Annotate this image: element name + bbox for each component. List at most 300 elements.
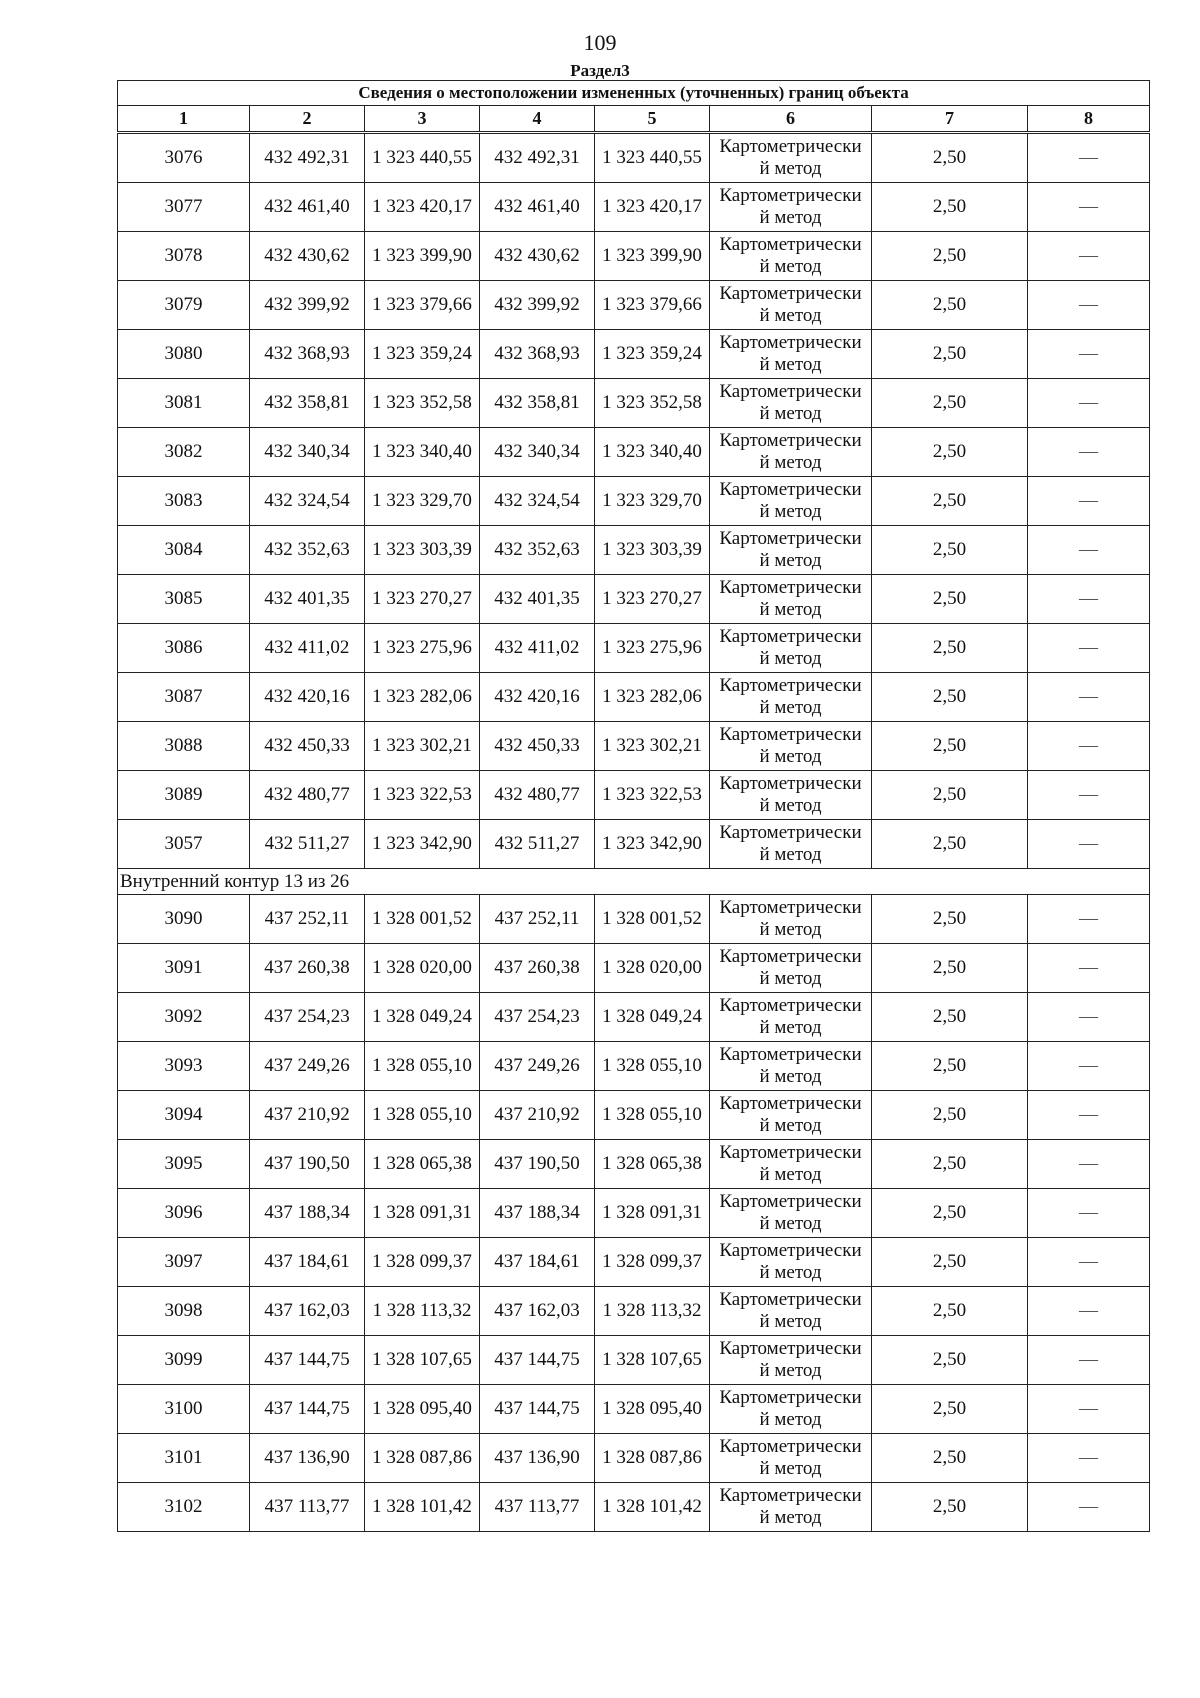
method-line-1: Картометрически: [719, 822, 862, 843]
method-line-2: й метод: [759, 1507, 822, 1528]
y-refined-cell: 1 323 270,27: [595, 575, 710, 624]
column-number-header: 3: [365, 106, 480, 133]
method-line-1: Картометрически: [719, 577, 862, 598]
note-cell: —: [1028, 133, 1150, 183]
x-refined-cell: 432 450,33: [480, 722, 595, 771]
x-refined-cell: 437 260,38: [480, 944, 595, 993]
x-refined-cell: 437 249,26: [480, 1042, 595, 1091]
y-existing-cell: 1 328 095,40: [365, 1385, 480, 1434]
table-row: [118, 1189, 1150, 1238]
table-row: [118, 379, 1150, 428]
accuracy-cell: 2,50: [872, 771, 1028, 820]
point-number-cell: 3085: [118, 575, 250, 624]
point-number-cell: 3057: [118, 820, 250, 869]
x-existing-cell: 432 461,40: [250, 183, 365, 232]
x-refined-cell: 437 252,11: [480, 895, 595, 944]
method-cell: [710, 1287, 872, 1336]
method-line-1: Картометрически: [719, 773, 862, 794]
point-number-cell: 3090: [118, 895, 250, 944]
note-cell: —: [1028, 722, 1150, 771]
x-existing-cell: 432 401,35: [250, 575, 365, 624]
method-cell: [710, 624, 872, 673]
method-line-1: Картометрически: [719, 1093, 862, 1114]
y-refined-cell: 1 328 020,00: [595, 944, 710, 993]
y-refined-cell: 1 323 322,53: [595, 771, 710, 820]
note-cell: —: [1028, 1140, 1150, 1189]
method-line-1: Картометрически: [719, 430, 862, 451]
y-refined-cell: 1 323 282,06: [595, 673, 710, 722]
method-line-2: й метод: [759, 452, 822, 473]
method-line-1: Картометрически: [719, 995, 862, 1016]
x-existing-cell: 437 162,03: [250, 1287, 365, 1336]
method-line-1: Картометрически: [719, 1387, 862, 1408]
y-existing-cell: 1 328 113,32: [365, 1287, 480, 1336]
method-line-2: й метод: [759, 599, 822, 620]
x-refined-cell: 432 461,40: [480, 183, 595, 232]
x-refined-cell: 437 113,77: [480, 1483, 595, 1532]
note-cell: —: [1028, 771, 1150, 820]
method-line-2: й метод: [759, 1213, 822, 1234]
method-line-2: й метод: [759, 501, 822, 522]
note-cell: —: [1028, 895, 1150, 944]
point-number-cell: 3079: [118, 281, 250, 330]
x-existing-cell: 432 450,33: [250, 722, 365, 771]
point-number-cell: 3080: [118, 330, 250, 379]
accuracy-cell: 2,50: [872, 526, 1028, 575]
boundary-coordinates-table: [117, 80, 1150, 1532]
y-refined-cell: 1 323 342,90: [595, 820, 710, 869]
method-line-2: й метод: [759, 1262, 822, 1283]
method-cell: [710, 428, 872, 477]
y-refined-cell: 1 323 440,55: [595, 133, 710, 183]
accuracy-cell: 2,50: [872, 1336, 1028, 1385]
accuracy-cell: 2,50: [872, 428, 1028, 477]
point-number-cell: 3081: [118, 379, 250, 428]
accuracy-cell: 2,50: [872, 624, 1028, 673]
method-line-2: й метод: [759, 1458, 822, 1479]
table-row: [118, 1385, 1150, 1434]
note-cell: —: [1028, 428, 1150, 477]
note-cell: —: [1028, 944, 1150, 993]
y-refined-cell: 1 323 399,90: [595, 232, 710, 281]
y-existing-cell: 1 323 342,90: [365, 820, 480, 869]
method-line-2: й метод: [759, 1311, 822, 1332]
y-existing-cell: 1 323 270,27: [365, 575, 480, 624]
method-cell: [710, 183, 872, 232]
method-line-1: Картометрически: [719, 185, 862, 206]
x-existing-cell: 432 399,92: [250, 281, 365, 330]
accuracy-cell: 2,50: [872, 232, 1028, 281]
method-line-1: Картометрически: [719, 528, 862, 549]
table-body: [118, 133, 1150, 1532]
point-number-cell: 3078: [118, 232, 250, 281]
x-existing-cell: 437 260,38: [250, 944, 365, 993]
x-refined-cell: 437 144,75: [480, 1385, 595, 1434]
method-line-2: й метод: [759, 648, 822, 669]
note-cell: —: [1028, 1385, 1150, 1434]
accuracy-cell: 2,50: [872, 1238, 1028, 1287]
note-cell: —: [1028, 1483, 1150, 1532]
method-line-1: Картометрически: [719, 283, 862, 304]
note-cell: —: [1028, 232, 1150, 281]
point-number-cell: 3077: [118, 183, 250, 232]
method-line-2: й метод: [759, 1164, 822, 1185]
y-existing-cell: 1 328 101,42: [365, 1483, 480, 1532]
method-line-2: й метод: [759, 158, 822, 179]
method-cell: [710, 944, 872, 993]
x-refined-cell: 437 184,61: [480, 1238, 595, 1287]
y-existing-cell: 1 323 303,39: [365, 526, 480, 575]
y-refined-cell: 1 328 107,65: [595, 1336, 710, 1385]
note-cell: —: [1028, 1238, 1150, 1287]
x-existing-cell: 437 254,23: [250, 993, 365, 1042]
method-line-2: й метод: [759, 968, 822, 989]
y-existing-cell: 1 323 359,24: [365, 330, 480, 379]
y-existing-cell: 1 323 302,21: [365, 722, 480, 771]
method-cell: [710, 526, 872, 575]
column-number-row: [118, 106, 1150, 133]
method-cell: [710, 477, 872, 526]
table-row: [118, 673, 1150, 722]
table-row: [118, 895, 1150, 944]
accuracy-cell: 2,50: [872, 281, 1028, 330]
note-cell: —: [1028, 1091, 1150, 1140]
y-refined-cell: 1 323 420,17: [595, 183, 710, 232]
note-cell: —: [1028, 575, 1150, 624]
column-number-header: 8: [1028, 106, 1150, 133]
accuracy-cell: 2,50: [872, 722, 1028, 771]
x-refined-cell: 437 136,90: [480, 1434, 595, 1483]
accuracy-cell: 2,50: [872, 575, 1028, 624]
table-row: [118, 771, 1150, 820]
accuracy-cell: 2,50: [872, 1287, 1028, 1336]
y-refined-cell: 1 328 065,38: [595, 1140, 710, 1189]
method-line-1: Картометрически: [719, 675, 862, 696]
table-row: [118, 1287, 1150, 1336]
note-cell: —: [1028, 330, 1150, 379]
accuracy-cell: 2,50: [872, 944, 1028, 993]
accuracy-cell: 2,50: [872, 1483, 1028, 1532]
x-existing-cell: 432 480,77: [250, 771, 365, 820]
x-existing-cell: 432 420,16: [250, 673, 365, 722]
method-cell: [710, 1483, 872, 1532]
table-row: [118, 1336, 1150, 1385]
x-existing-cell: 437 144,75: [250, 1336, 365, 1385]
method-line-1: Картометрически: [719, 1485, 862, 1506]
x-existing-cell: 432 511,27: [250, 820, 365, 869]
y-refined-cell: 1 328 055,10: [595, 1042, 710, 1091]
method-line-2: й метод: [759, 697, 822, 718]
method-cell: [710, 232, 872, 281]
method-line-2: й метод: [759, 1360, 822, 1381]
point-number-cell: 3099: [118, 1336, 250, 1385]
x-existing-cell: 432 358,81: [250, 379, 365, 428]
method-line-1: Картометрически: [719, 136, 862, 157]
method-cell: [710, 1189, 872, 1238]
method-cell: [710, 820, 872, 869]
page-number: 109: [583, 30, 617, 55]
method-cell: [710, 722, 872, 771]
y-existing-cell: 1 328 020,00: [365, 944, 480, 993]
x-refined-cell: 437 188,34: [480, 1189, 595, 1238]
table-caption: Сведения о местоположении измененных (уточненных) границ объекта: [118, 81, 1150, 106]
accuracy-cell: 2,50: [872, 993, 1028, 1042]
point-number-cell: 3089: [118, 771, 250, 820]
point-number-cell: 3098: [118, 1287, 250, 1336]
x-refined-cell: 437 210,92: [480, 1091, 595, 1140]
method-cell: [710, 895, 872, 944]
method-line-2: й метод: [759, 746, 822, 767]
method-line-1: Картометрически: [719, 1289, 862, 1310]
table-row: [118, 624, 1150, 673]
accuracy-cell: 2,50: [872, 1140, 1028, 1189]
accuracy-cell: 2,50: [872, 330, 1028, 379]
x-existing-cell: 437 113,77: [250, 1483, 365, 1532]
method-line-1: Картометрически: [719, 1436, 862, 1457]
note-cell: —: [1028, 820, 1150, 869]
y-refined-cell: 1 323 352,58: [595, 379, 710, 428]
table-row: [118, 183, 1150, 232]
y-existing-cell: 1 328 091,31: [365, 1189, 480, 1238]
column-number-header: 4: [480, 106, 595, 133]
x-refined-cell: 437 190,50: [480, 1140, 595, 1189]
point-number-cell: 3082: [118, 428, 250, 477]
x-refined-cell: 437 254,23: [480, 993, 595, 1042]
x-refined-cell: 437 162,03: [480, 1287, 595, 1336]
x-existing-cell: 437 136,90: [250, 1434, 365, 1483]
section-title: Раздел3: [570, 61, 630, 80]
x-existing-cell: 437 210,92: [250, 1091, 365, 1140]
table-row: [118, 993, 1150, 1042]
x-refined-cell: 437 144,75: [480, 1336, 595, 1385]
x-existing-cell: 437 252,11: [250, 895, 365, 944]
point-number-cell: 3086: [118, 624, 250, 673]
x-existing-cell: 432 340,34: [250, 428, 365, 477]
table-row: [118, 477, 1150, 526]
point-number-cell: 3093: [118, 1042, 250, 1091]
x-refined-cell: 432 368,93: [480, 330, 595, 379]
point-number-cell: 3083: [118, 477, 250, 526]
accuracy-cell: 2,50: [872, 1091, 1028, 1140]
y-existing-cell: 1 323 420,17: [365, 183, 480, 232]
method-line-1: Картометрически: [719, 946, 862, 967]
note-cell: —: [1028, 673, 1150, 722]
accuracy-cell: 2,50: [872, 1042, 1028, 1091]
column-number-header: 2: [250, 106, 365, 133]
method-line-1: Картометрически: [719, 897, 862, 918]
point-number-cell: 3097: [118, 1238, 250, 1287]
x-existing-cell: 432 430,62: [250, 232, 365, 281]
y-refined-cell: 1 323 329,70: [595, 477, 710, 526]
table-row: [118, 575, 1150, 624]
method-cell: [710, 1140, 872, 1189]
method-cell: [710, 993, 872, 1042]
y-existing-cell: 1 323 340,40: [365, 428, 480, 477]
y-existing-cell: 1 323 322,53: [365, 771, 480, 820]
method-line-1: Картометрически: [719, 1338, 862, 1359]
y-refined-cell: 1 328 049,24: [595, 993, 710, 1042]
x-refined-cell: 432 430,62: [480, 232, 595, 281]
table-row: [118, 1434, 1150, 1483]
note-cell: —: [1028, 1336, 1150, 1385]
method-cell: [710, 1385, 872, 1434]
y-refined-cell: 1 323 379,66: [595, 281, 710, 330]
y-existing-cell: 1 323 329,70: [365, 477, 480, 526]
y-refined-cell: 1 328 095,40: [595, 1385, 710, 1434]
x-refined-cell: 432 324,54: [480, 477, 595, 526]
method-cell: [710, 330, 872, 379]
point-number-cell: 3094: [118, 1091, 250, 1140]
note-cell: —: [1028, 281, 1150, 330]
method-line-1: Картометрически: [719, 332, 862, 353]
accuracy-cell: 2,50: [872, 820, 1028, 869]
table-row: [118, 232, 1150, 281]
table-row: [118, 526, 1150, 575]
x-refined-cell: 432 358,81: [480, 379, 595, 428]
column-number-header: 7: [872, 106, 1028, 133]
y-existing-cell: 1 328 055,10: [365, 1091, 480, 1140]
x-existing-cell: 437 188,34: [250, 1189, 365, 1238]
y-refined-cell: 1 328 099,37: [595, 1238, 710, 1287]
method-cell: [710, 771, 872, 820]
x-existing-cell: 437 184,61: [250, 1238, 365, 1287]
x-refined-cell: 432 399,92: [480, 281, 595, 330]
table-row: [118, 722, 1150, 771]
contour-label: Внутренний контур 13 из 26: [118, 869, 1150, 895]
x-refined-cell: 432 411,02: [480, 624, 595, 673]
x-refined-cell: 432 340,34: [480, 428, 595, 477]
point-number-cell: 3101: [118, 1434, 250, 1483]
y-existing-cell: 1 328 107,65: [365, 1336, 480, 1385]
method-cell: [710, 133, 872, 183]
accuracy-cell: 2,50: [872, 379, 1028, 428]
y-refined-cell: 1 323 303,39: [595, 526, 710, 575]
point-number-cell: 3087: [118, 673, 250, 722]
accuracy-cell: 2,50: [872, 895, 1028, 944]
note-cell: —: [1028, 183, 1150, 232]
method-line-1: Картометрически: [719, 626, 862, 647]
accuracy-cell: 2,50: [872, 133, 1028, 183]
x-existing-cell: 437 249,26: [250, 1042, 365, 1091]
note-cell: —: [1028, 1287, 1150, 1336]
point-number-cell: 3102: [118, 1483, 250, 1532]
table-row: [118, 820, 1150, 869]
accuracy-cell: 2,50: [872, 477, 1028, 526]
y-refined-cell: 1 328 055,10: [595, 1091, 710, 1140]
method-line-1: Картометрически: [719, 1044, 862, 1065]
table-row: [118, 944, 1150, 993]
point-number-cell: 3100: [118, 1385, 250, 1434]
note-cell: —: [1028, 526, 1150, 575]
method-line-2: й метод: [759, 207, 822, 228]
y-existing-cell: 1 323 440,55: [365, 133, 480, 183]
y-existing-cell: 1 328 065,38: [365, 1140, 480, 1189]
accuracy-cell: 2,50: [872, 1385, 1028, 1434]
method-line-1: Картометрически: [719, 1240, 862, 1261]
table-row: [118, 1140, 1150, 1189]
column-number-header: 1: [118, 106, 250, 133]
method-line-1: Картометрически: [719, 479, 862, 500]
column-number-header: 6: [710, 106, 872, 133]
x-refined-cell: 432 401,35: [480, 575, 595, 624]
y-existing-cell: 1 323 379,66: [365, 281, 480, 330]
accuracy-cell: 2,50: [872, 673, 1028, 722]
method-cell: [710, 1434, 872, 1483]
note-cell: —: [1028, 1434, 1150, 1483]
method-line-2: й метод: [759, 354, 822, 375]
x-refined-cell: 432 420,16: [480, 673, 595, 722]
y-existing-cell: 1 328 087,86: [365, 1434, 480, 1483]
method-line-2: й метод: [759, 919, 822, 940]
method-line-1: Картометрически: [719, 1142, 862, 1163]
method-line-2: й метод: [759, 1017, 822, 1038]
accuracy-cell: 2,50: [872, 1434, 1028, 1483]
method-cell: [710, 1042, 872, 1091]
x-refined-cell: 432 352,63: [480, 526, 595, 575]
y-refined-cell: 1 328 091,31: [595, 1189, 710, 1238]
y-refined-cell: 1 328 101,42: [595, 1483, 710, 1532]
y-refined-cell: 1 323 302,21: [595, 722, 710, 771]
y-existing-cell: 1 328 099,37: [365, 1238, 480, 1287]
point-number-cell: 3096: [118, 1189, 250, 1238]
x-refined-cell: 432 511,27: [480, 820, 595, 869]
accuracy-cell: 2,50: [872, 183, 1028, 232]
y-refined-cell: 1 328 001,52: [595, 895, 710, 944]
method-cell: [710, 379, 872, 428]
x-refined-cell: 432 492,31: [480, 133, 595, 183]
y-refined-cell: 1 328 087,86: [595, 1434, 710, 1483]
x-existing-cell: 432 324,54: [250, 477, 365, 526]
method-line-1: Картометрически: [719, 234, 862, 255]
x-existing-cell: 432 411,02: [250, 624, 365, 673]
method-cell: [710, 1091, 872, 1140]
note-cell: —: [1028, 624, 1150, 673]
method-line-1: Картометрически: [719, 724, 862, 745]
table-row: [118, 1042, 1150, 1091]
x-refined-cell: 432 480,77: [480, 771, 595, 820]
table-row: [118, 428, 1150, 477]
column-number-header: 5: [595, 106, 710, 133]
point-number-cell: 3092: [118, 993, 250, 1042]
y-existing-cell: 1 323 275,96: [365, 624, 480, 673]
x-existing-cell: 437 190,50: [250, 1140, 365, 1189]
method-line-1: Картометрически: [719, 381, 862, 402]
method-line-2: й метод: [759, 1115, 822, 1136]
y-refined-cell: 1 323 275,96: [595, 624, 710, 673]
y-existing-cell: 1 323 352,58: [365, 379, 480, 428]
method-line-2: й метод: [759, 550, 822, 571]
x-existing-cell: 432 492,31: [250, 133, 365, 183]
table-row: [118, 1238, 1150, 1287]
method-line-2: й метод: [759, 305, 822, 326]
x-existing-cell: 432 368,93: [250, 330, 365, 379]
note-cell: —: [1028, 993, 1150, 1042]
method-line-2: й метод: [759, 403, 822, 424]
table-row: [118, 1091, 1150, 1140]
method-cell: [710, 281, 872, 330]
method-line-2: й метод: [759, 1409, 822, 1430]
note-cell: —: [1028, 1189, 1150, 1238]
table-row: [118, 133, 1150, 183]
x-existing-cell: 432 352,63: [250, 526, 365, 575]
method-line-2: й метод: [759, 795, 822, 816]
method-cell: [710, 1336, 872, 1385]
point-number-cell: 3076: [118, 133, 250, 183]
method-line-2: й метод: [759, 256, 822, 277]
accuracy-cell: 2,50: [872, 1189, 1028, 1238]
table-row: [118, 1483, 1150, 1532]
contour-separator-row: [118, 869, 1150, 895]
